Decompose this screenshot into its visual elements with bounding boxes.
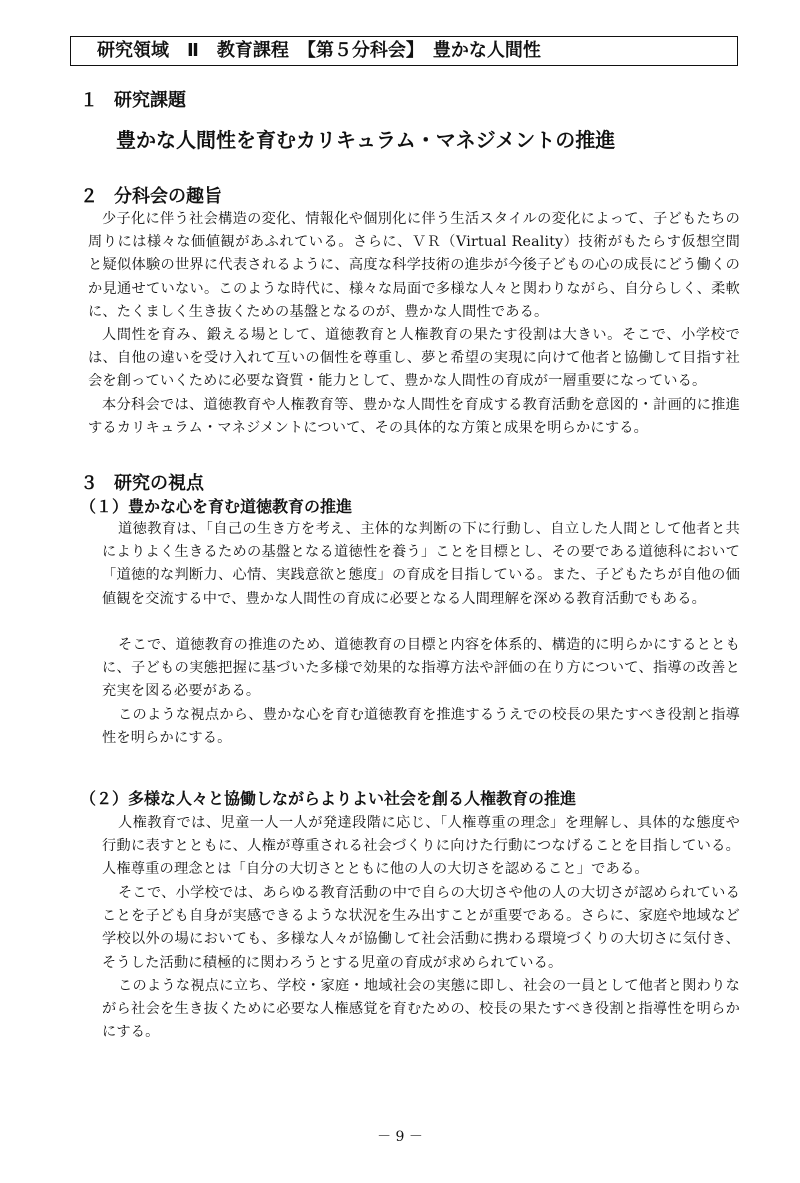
section2-paragraph-2: 人間性を育み、鍛える場として、道徳教育と人権教育の果たす役割は大きい。そこで、小学校では、自他の違いを受け入れて互いの個性を尊重し、夢と希望の実現に向けて他者と協働して目指す社会を創っていくために必要な資質・能力として、豊かな人間性の育成が一層重要になっている。 xyxy=(88,327,740,390)
research-theme: 豊かな人間性を育むカリキュラム・マネジメントの推進 xyxy=(116,128,616,152)
section3-heading xyxy=(80,469,204,495)
page-number: － 9 － xyxy=(377,1129,423,1145)
section3-sub2-title: （２）多様な人々と協働しながらよりよい社会を創る人権教育の推進 xyxy=(80,789,577,808)
sub2-paragraph-2: そこで、小学校では、あらゆる教育活動の中で自らの大切さや他の人の大切さが認められていることを子ども自身が実感できるような状況を生み出すことが重要である。さらに、家庭や地域など学校以外の場においても、多様な人々が協働して社会活動に携わる環境づくりの大切さに気付き、そうした活動に積極的に関わろうとする児童の育成が求められている。 xyxy=(102,885,740,971)
sub1-paragraph-2: そこで、道徳教育の推進のため、道徳教育の目標と内容を体系的、構造的に明らかにするとともに、子どもの実態把握に基づいた多様で効果的な指導方法や評価の在り方について、指導の改善と充実を図る必要がある。 xyxy=(102,637,740,700)
sub1-paragraph-3: このような視点から、豊かな心を育む道徳教育を推進するうえでの校長の果たすべき役割と指導性を明らかにする。 xyxy=(102,707,740,747)
section1-number: １ xyxy=(80,90,98,111)
header-title-box xyxy=(70,36,738,66)
sub2-paragraph-3: このような視点に立ち、学校・家庭・地域社会の実態に即し、社会の一員として他者と関わりながら社会を生き抜くために必要な人権感覚を育むための、校長の果たすべき役割と指導性を明らかにする。 xyxy=(102,978,740,1041)
section2-heading xyxy=(80,182,222,208)
section2-paragraph-1: 少子化に伴う社会構造の変化、情報化や個別化に伴う生活スタイルの変化によって、子どもたちの周りには様々な価値観があふれている。さらに、ＶＲ（Virtual Reality）技術がもたらす仮想空間と疑似体験の世界に代表されるように、高度な科学技術の進歩が今後子どもの心の成長にどう働くのか見通せていない。このような時代に、様々な局面で多様な人々と関わりながら、自分らしく、柔軟に、たくましく生き抜くための基盤となるのが、豊かな人間性である。 xyxy=(88,211,740,320)
section3-number: ３ xyxy=(80,473,98,494)
header-title: 研究領域 Ⅱ 教育課程 【第５分科会】 豊かな人間性 xyxy=(97,40,541,61)
sub1-paragraph-1: 道徳教育は、「自己の生き方を考え、主体的な判断の下に行動し、自立した人間として他者と共によりよく生きるための基盤となる道徳性を養う」ことを目標とし、その要である道徳科において「道徳的な判断力、心情、実践意欲と態度」の育成を目指している。また、子どもたちが自他の価値観を交流する中で、豊かな人間性の育成に必要となる人間理解を深める教育活動でもある。 xyxy=(102,521,740,607)
section1-title: 研究課題 xyxy=(114,90,186,111)
sub2-paragraph-1: 人権教育では、児童一人一人が発達段階に応じ、「人権尊重の理念」を理解し、具体的な態度や行動に表すとともに、人権が尊重される社会づくりに向けた行動につなげることを目指している。人権尊重の理念とは「自分の大切さとともに他の人の大切さを認めること」である。 xyxy=(102,815,740,878)
section2-number: ２ xyxy=(80,186,98,207)
section2-paragraph-3: 本分科会では、道徳教育や人権教育等、豊かな人間性を育成する教育活動を意図的・計画的に推進するカリキュラム・マネジメントについて、その具体的な方策と成果を明らかにする。 xyxy=(88,397,740,437)
section3-title: 研究の視点 xyxy=(114,473,204,494)
section1-heading xyxy=(80,86,186,112)
section3-sub1-title: （１）豊かな心を育む道徳教育の推進 xyxy=(80,497,353,516)
section2-title: 分科会の趣旨 xyxy=(114,186,222,207)
